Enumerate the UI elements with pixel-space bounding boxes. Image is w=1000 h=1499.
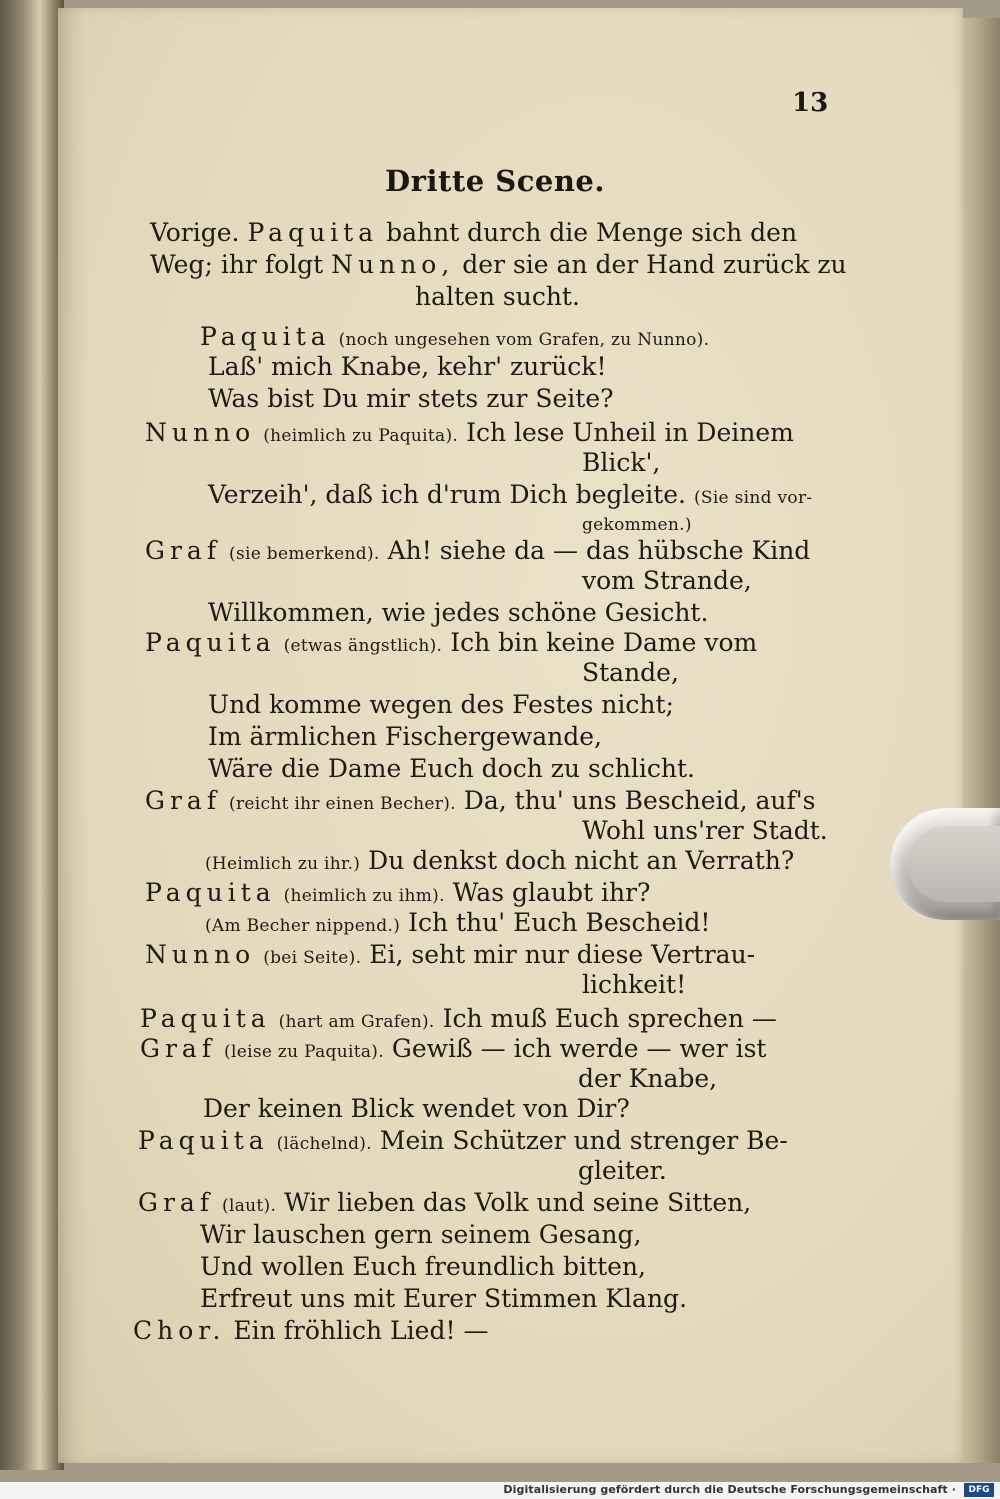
verse-text: Ei, seht mir nur diese Vertrau- bbox=[369, 940, 756, 969]
verse-continuation: lichkeit! bbox=[582, 970, 687, 999]
dialogue-line bbox=[145, 536, 810, 569]
verse-line: Im ärmlichen Fischergewande, bbox=[208, 722, 602, 751]
verse-text: Was glaubt ihr? bbox=[452, 878, 651, 907]
verse-text: Du denkst doch nicht an Verrath? bbox=[368, 846, 795, 875]
speaker-name: Graf bbox=[145, 536, 222, 565]
speaker-name: Graf bbox=[145, 786, 222, 815]
intro-text: Vorige. bbox=[150, 218, 240, 247]
scene-title: Dritte Scene. bbox=[385, 164, 605, 198]
stage-direction: (lächelnd). bbox=[276, 1134, 372, 1154]
verse-line: Laß' mich Knabe, kehr' zurück! bbox=[208, 352, 607, 381]
dialogue-line bbox=[138, 1126, 788, 1159]
funding-notice: Digitalisierung gefördert durch die Deutsche Forschungsgemeinschaft · bbox=[503, 1483, 956, 1496]
verse-text: Verzeih', daß ich d'rum Dich begleite. bbox=[208, 480, 686, 509]
verse-line: Der keinen Blick wendet von Dir? bbox=[203, 1094, 630, 1123]
verse-continuation: der Knabe, bbox=[578, 1064, 718, 1093]
stage-direction: (Sie sind vor- bbox=[693, 488, 813, 508]
stage-direction: gekommen.) bbox=[582, 515, 692, 535]
intro-line-1 bbox=[150, 218, 797, 248]
dfg-logo: DFG bbox=[964, 1483, 994, 1497]
stage-direction: (leise zu Paquita). bbox=[224, 1042, 384, 1062]
speaker-name: Paquita bbox=[145, 628, 276, 657]
verse-text: Wir lieben das Volk und seine Sitten, bbox=[284, 1188, 752, 1217]
stage-direction: (bei Seite). bbox=[263, 948, 362, 968]
speaker-name: Graf bbox=[140, 1034, 217, 1063]
stage-direction: (sie bemerkend). bbox=[229, 544, 380, 564]
dialogue-line bbox=[138, 1188, 751, 1221]
speaker-name: Nunno bbox=[145, 940, 256, 969]
speaker-name: Paquita bbox=[138, 1126, 269, 1155]
speaker-name: Paquita bbox=[140, 1004, 271, 1033]
verse-text: Ich muß Euch sprechen — bbox=[442, 1004, 777, 1033]
stage-direction: (laut). bbox=[222, 1196, 277, 1216]
stage-direction: (Am Becher nippend.) bbox=[205, 916, 401, 936]
verse-text: Mein Schützer und strenger Be- bbox=[379, 1126, 788, 1155]
verse-continuation: Wohl uns'rer Stadt. bbox=[582, 816, 828, 845]
stage-direction: (hart am Grafen). bbox=[278, 1012, 435, 1032]
verse-continuation: gleiter. bbox=[578, 1156, 667, 1185]
speaker-name: Nunno, bbox=[331, 250, 455, 279]
intro-line-2 bbox=[150, 250, 847, 280]
speaker-name: Paquita bbox=[145, 878, 276, 907]
stage-direction: (noch ungesehen vom Grafen, zu Nunno). bbox=[338, 330, 710, 350]
stage-direction: (reicht ihr einen Becher). bbox=[229, 794, 456, 814]
dialogue-line bbox=[205, 908, 710, 941]
verse-line: Willkommen, wie jedes schöne Gesicht. bbox=[208, 598, 709, 627]
stage-direction: (heimlich zu ihm). bbox=[283, 886, 445, 906]
intro-line-3: halten sucht. bbox=[415, 282, 580, 311]
verse-text: Ich thu' Euch Bescheid! bbox=[408, 908, 711, 937]
verse-line: Wäre die Dame Euch doch zu schlicht. bbox=[208, 754, 695, 783]
speaker-name: Chor. bbox=[133, 1316, 226, 1345]
verse-line: Erfreut uns mit Eurer Stimmen Klang. bbox=[200, 1284, 688, 1313]
dialogue-line bbox=[145, 940, 755, 973]
dialogue-line bbox=[205, 846, 794, 879]
dialogue-line bbox=[133, 1316, 488, 1346]
verse-continuation: Blick', bbox=[582, 448, 661, 477]
page-number: 13 bbox=[792, 88, 829, 118]
scanner-clip-inner bbox=[908, 826, 1000, 902]
dialogue-line bbox=[145, 418, 794, 451]
verse-text: Ich bin keine Dame vom bbox=[450, 628, 758, 657]
intro-text: der sie an der Hand zurück zu bbox=[462, 250, 847, 279]
dialogue-line bbox=[140, 1034, 766, 1067]
verse-continuation: vom Strande, bbox=[582, 566, 752, 595]
intro-text: Weg; ihr folgt bbox=[150, 250, 324, 279]
digitization-footer bbox=[0, 1482, 1000, 1499]
dialogue-line bbox=[208, 480, 812, 513]
intro-text: bahnt durch die Menge sich den bbox=[386, 218, 798, 247]
verse-line: Und komme wegen des Festes nicht; bbox=[208, 690, 674, 719]
verse-text: Ein fröhlich Lied! — bbox=[233, 1316, 489, 1345]
stage-direction: (heimlich zu Paquita). bbox=[263, 426, 459, 446]
speaker-name: Paquita bbox=[200, 322, 331, 351]
verse-text: Gewiß — ich werde — wer ist bbox=[391, 1034, 767, 1063]
verse-line: Und wollen Euch freundlich bitten, bbox=[200, 1252, 646, 1281]
dialogue-line bbox=[145, 786, 815, 819]
speaker-name: Nunno bbox=[145, 418, 256, 447]
speaker-name: Graf bbox=[138, 1188, 215, 1217]
verse-line: Was bist Du mir stets zur Seite? bbox=[208, 384, 614, 413]
dialogue-line bbox=[200, 322, 709, 355]
book-binding-left bbox=[0, 0, 64, 1470]
verse-text: Ich lese Unheil in Deinem bbox=[466, 418, 794, 447]
dialogue-line bbox=[140, 1004, 777, 1037]
verse-continuation: Stande, bbox=[582, 658, 679, 687]
stage-direction: (etwas ängstlich). bbox=[283, 636, 443, 656]
verse-text: Da, thu' uns Bescheid, auf's bbox=[463, 786, 816, 815]
stage-direction: (Heimlich zu ihr.) bbox=[205, 854, 361, 874]
speaker-name: Paquita bbox=[247, 218, 379, 247]
verse-text: Ah! siehe da — das hübsche Kind bbox=[387, 536, 811, 565]
verse-line: Wir lauschen gern seinem Gesang, bbox=[200, 1220, 642, 1249]
dialogue-line bbox=[145, 878, 650, 911]
dialogue-line bbox=[145, 628, 757, 661]
book-page-edges bbox=[958, 18, 1000, 1463]
